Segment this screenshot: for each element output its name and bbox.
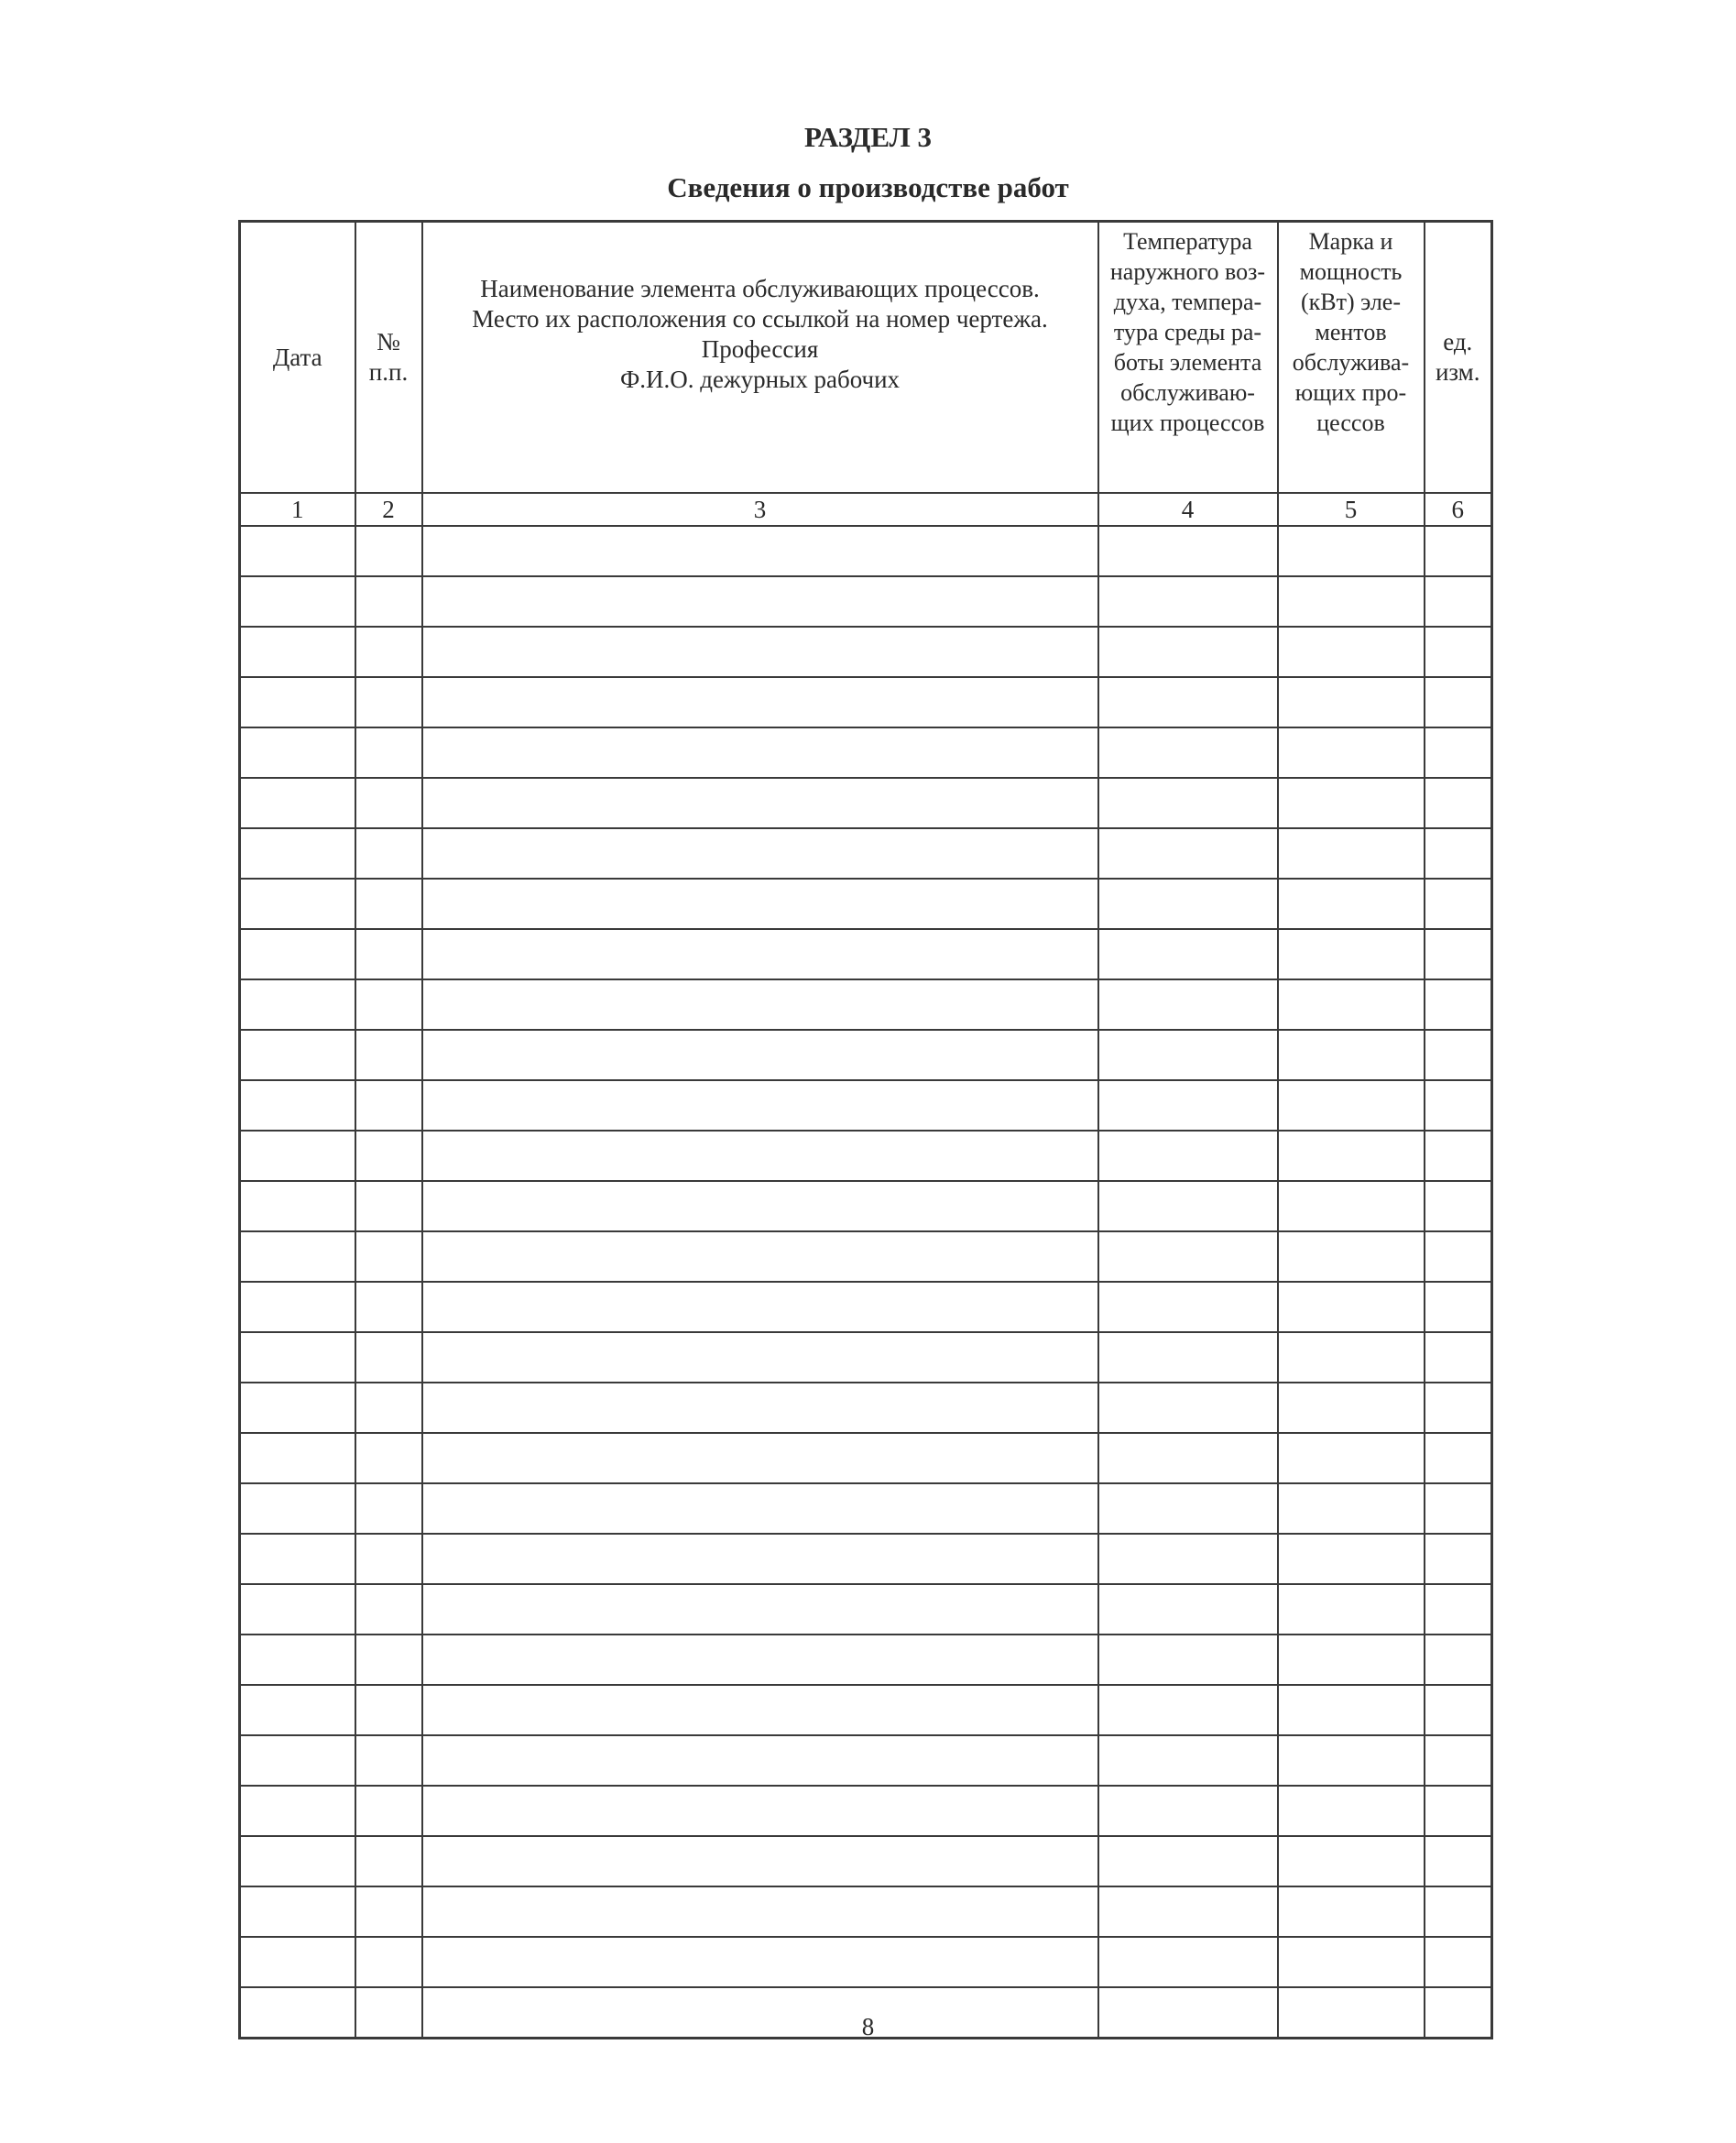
table-cell — [422, 727, 1098, 778]
header-line: цессов — [1316, 410, 1385, 436]
header-line: Наименование элемента обслуживающих процессов. — [480, 275, 1040, 302]
table-cell — [240, 627, 355, 677]
header-line: (кВт) эле- — [1300, 289, 1401, 315]
header-line: мощность — [1299, 258, 1403, 285]
table-cell — [1425, 879, 1492, 929]
header-line: тура среды ра- — [1113, 319, 1262, 345]
header-line: изм. — [1435, 358, 1480, 386]
table-cell — [1098, 727, 1278, 778]
header-element-name — [422, 222, 1098, 494]
table-cell — [1098, 1231, 1278, 1282]
table-cell — [1098, 1030, 1278, 1080]
table-cell — [355, 1332, 422, 1383]
table-cell — [240, 879, 355, 929]
table-cell — [1098, 979, 1278, 1030]
table-cell — [1098, 1534, 1278, 1584]
table-cell — [1425, 1282, 1492, 1332]
table-cell — [355, 1231, 422, 1282]
table-cell — [355, 778, 422, 828]
section-title: РАЗДЕЛ 3 — [803, 121, 932, 153]
table-cell — [422, 1231, 1098, 1282]
table-cell — [1098, 1332, 1278, 1383]
table-row — [240, 677, 1492, 727]
table-cell — [1278, 1635, 1425, 1685]
table-cell — [355, 1786, 422, 1836]
table-row — [240, 1131, 1492, 1181]
table-cell — [422, 1735, 1098, 1786]
table-cell — [1425, 1735, 1492, 1786]
table-header-row — [240, 222, 1492, 494]
table-cell — [240, 526, 355, 576]
table-cell — [1098, 677, 1278, 727]
table-cell — [1098, 627, 1278, 677]
table-cell — [422, 1131, 1098, 1181]
table-cell — [240, 727, 355, 778]
table-cell — [1425, 1635, 1492, 1685]
table-cell — [1278, 778, 1425, 828]
header-item-number — [355, 222, 422, 494]
table-row — [240, 627, 1492, 677]
table-cell — [1278, 929, 1425, 979]
table-cell — [422, 1383, 1098, 1433]
header-line: Температура — [1123, 228, 1252, 255]
table-cell — [1425, 1181, 1492, 1231]
table-cell — [355, 979, 422, 1030]
table-cell — [422, 627, 1098, 677]
table-cell — [1425, 1231, 1492, 1282]
table-cell — [422, 778, 1098, 828]
table-cell — [240, 1383, 355, 1433]
table-cell — [422, 1030, 1098, 1080]
table-cell — [1425, 1886, 1492, 1937]
table-cell — [1425, 727, 1492, 778]
table-cell — [422, 576, 1098, 627]
table-cell — [1098, 1685, 1278, 1735]
header-line: № — [377, 328, 400, 355]
table-cell — [422, 1433, 1098, 1483]
table-cell — [355, 1433, 422, 1483]
table-cell — [1098, 879, 1278, 929]
table-cell — [355, 727, 422, 778]
table-row — [240, 929, 1492, 979]
table-cell — [1278, 576, 1425, 627]
table-cell — [240, 1080, 355, 1131]
table-cell — [355, 1635, 422, 1685]
table-cell — [240, 677, 355, 727]
table-row — [240, 1483, 1492, 1534]
table-cell — [422, 828, 1098, 879]
header-line: ментов — [1315, 319, 1387, 345]
header-line: Профессия — [701, 335, 819, 363]
table-row — [240, 1383, 1492, 1433]
table-cell — [355, 1483, 422, 1534]
header-line: п.п. — [368, 358, 409, 386]
table-cell — [1425, 677, 1492, 727]
table-cell — [1425, 1786, 1492, 1836]
table-cell — [422, 979, 1098, 1030]
table-row — [240, 1332, 1492, 1383]
table-row — [240, 1030, 1492, 1080]
table-cell — [422, 1483, 1098, 1534]
table-cell — [240, 1181, 355, 1231]
table-cell — [422, 1080, 1098, 1131]
table-row — [240, 1735, 1492, 1786]
table-cell — [1278, 1181, 1425, 1231]
table-cell — [355, 828, 422, 879]
table-cell — [240, 576, 355, 627]
table-cell — [1425, 526, 1492, 576]
table-cell — [240, 1131, 355, 1181]
table-cell — [1278, 1332, 1425, 1383]
table-cell — [1278, 1080, 1425, 1131]
table-cell — [1098, 526, 1278, 576]
table-cell — [1278, 1735, 1425, 1786]
table-cell — [1098, 929, 1278, 979]
table-cell — [422, 1786, 1098, 1836]
table-row — [240, 727, 1492, 778]
table-cell — [240, 1635, 355, 1685]
table-cell — [1278, 879, 1425, 929]
table-cell — [422, 1937, 1098, 1987]
table-cell — [1098, 1383, 1278, 1433]
table-row — [240, 576, 1492, 627]
page-number: 8 — [861, 2013, 875, 2040]
table-cell — [422, 879, 1098, 929]
header-date — [240, 222, 355, 494]
table-cell — [1425, 778, 1492, 828]
work-log-table — [238, 220, 1493, 2039]
header-line: наружного воз- — [1109, 258, 1266, 285]
table-cell — [422, 1282, 1098, 1332]
column-number: 3 — [422, 493, 1098, 526]
table-cell — [355, 576, 422, 627]
table-cell — [240, 1433, 355, 1483]
table-cell — [355, 1030, 422, 1080]
table-cell — [240, 828, 355, 879]
header-line: боты элемента — [1113, 349, 1262, 376]
table-row — [240, 1836, 1492, 1886]
table-cell — [1278, 1433, 1425, 1483]
header-line: обслужива- — [1292, 349, 1410, 376]
table-cell — [240, 1332, 355, 1383]
table-cell — [1425, 627, 1492, 677]
column-number-row — [240, 493, 1492, 526]
table-cell — [1278, 1383, 1425, 1433]
header-line: Место их расположения со ссылкой на номер чертежа. — [472, 305, 1048, 333]
table-row — [240, 1786, 1492, 1836]
table-row — [240, 1685, 1492, 1735]
table-cell — [1098, 576, 1278, 627]
table-cell — [1425, 828, 1492, 879]
table-cell — [1425, 1483, 1492, 1534]
table-cell — [1425, 1131, 1492, 1181]
table-cell — [1098, 1786, 1278, 1836]
table-cell — [355, 1080, 422, 1131]
table-cell — [355, 526, 422, 576]
header-temperature — [1098, 222, 1278, 494]
table-cell — [422, 1886, 1098, 1937]
header-line: Ф.И.О. дежурных рабочих — [619, 366, 901, 393]
table-cell — [240, 1231, 355, 1282]
table-cell — [1425, 1030, 1492, 1080]
column-number: 2 — [355, 493, 422, 526]
header-brand-power — [1278, 222, 1425, 494]
table-cell — [1098, 1181, 1278, 1231]
table-cell — [355, 1534, 422, 1584]
table-cell — [422, 929, 1098, 979]
table-row — [240, 778, 1492, 828]
table-row — [240, 879, 1492, 929]
table-cell — [355, 1886, 422, 1937]
table-cell — [422, 1181, 1098, 1231]
table-cell — [1278, 1886, 1425, 1937]
column-number: 1 — [240, 493, 355, 526]
table-row — [240, 1433, 1492, 1483]
table-cell — [240, 1937, 355, 1987]
table-cell — [1278, 1282, 1425, 1332]
table-cell — [1278, 1231, 1425, 1282]
table-cell — [240, 979, 355, 1030]
table-cell — [1425, 929, 1492, 979]
table-cell — [240, 1886, 355, 1937]
table-cell — [1278, 526, 1425, 576]
header-line: ющих про- — [1294, 379, 1407, 406]
table-cell — [355, 1836, 422, 1886]
table-cell — [1278, 1534, 1425, 1584]
table-cell — [1278, 828, 1425, 879]
table-cell — [1278, 1584, 1425, 1635]
table-cell — [1098, 1635, 1278, 1685]
table-row — [240, 1886, 1492, 1937]
table-cell — [422, 1635, 1098, 1685]
table-cell — [240, 1735, 355, 1786]
table-cell — [1278, 1030, 1425, 1080]
table-cell — [240, 778, 355, 828]
header-line: Дата — [272, 343, 322, 371]
table-cell — [422, 1685, 1098, 1735]
table-cell — [355, 1383, 422, 1433]
table-cell — [240, 1836, 355, 1886]
table-cell — [1278, 1685, 1425, 1735]
table-cell — [355, 1282, 422, 1332]
table-cell — [240, 1030, 355, 1080]
table-cell — [422, 1534, 1098, 1584]
table-row — [240, 1181, 1492, 1231]
table-row — [240, 526, 1492, 576]
table-cell — [355, 1735, 422, 1786]
header-line: Марка и — [1308, 228, 1393, 255]
table-cell — [1425, 979, 1492, 1030]
table-cell — [355, 1131, 422, 1181]
table-cell — [1098, 1836, 1278, 1886]
table-cell — [355, 929, 422, 979]
table-cell — [355, 677, 422, 727]
table-cell — [1425, 1383, 1492, 1433]
table-cell — [1425, 1433, 1492, 1483]
table-row — [240, 1635, 1492, 1685]
table-cell — [240, 1483, 355, 1534]
table-cell — [355, 1937, 422, 1987]
table-cell — [1425, 1080, 1492, 1131]
table-cell — [1425, 1836, 1492, 1886]
table-cell — [1278, 727, 1425, 778]
table-cell — [1098, 828, 1278, 879]
table-cell — [1278, 1786, 1425, 1836]
header-line: обслуживаю- — [1120, 379, 1255, 406]
table-row — [240, 1231, 1492, 1282]
table-cell — [1098, 1131, 1278, 1181]
table-cell — [1098, 1735, 1278, 1786]
table-cell — [240, 1786, 355, 1836]
table-cell — [1278, 1131, 1425, 1181]
table-cell — [1098, 1937, 1278, 1987]
header-unit — [1425, 222, 1492, 494]
table-row — [240, 1080, 1492, 1131]
header-line: щих процессов — [1110, 410, 1265, 436]
table-cell — [1098, 1282, 1278, 1332]
table-cell — [422, 677, 1098, 727]
table-cell — [240, 1282, 355, 1332]
table-cell — [240, 929, 355, 979]
table-cell — [1425, 1685, 1492, 1735]
table-cell — [422, 1584, 1098, 1635]
column-number: 4 — [1098, 493, 1278, 526]
table-row — [240, 1584, 1492, 1635]
table-cell — [240, 1534, 355, 1584]
table-cell — [1425, 1584, 1492, 1635]
table-cell — [240, 1584, 355, 1635]
table-cell — [1278, 627, 1425, 677]
table-row — [240, 828, 1492, 879]
table-cell — [1098, 1584, 1278, 1635]
table-cell — [1098, 1886, 1278, 1937]
header-line: духа, темпера- — [1113, 289, 1262, 315]
table-cell — [422, 1332, 1098, 1383]
header-line: ед. — [1443, 328, 1473, 355]
section-subtitle: Сведения о производстве работ — [667, 171, 1069, 203]
column-number: 5 — [1278, 493, 1425, 526]
table-cell — [355, 1685, 422, 1735]
table-cell — [1425, 1937, 1492, 1987]
table-cell — [355, 1584, 422, 1635]
table-cell — [355, 879, 422, 929]
table-row — [240, 979, 1492, 1030]
table-row — [240, 1282, 1492, 1332]
table-body — [240, 526, 1492, 2039]
table-cell — [355, 627, 422, 677]
table-cell — [240, 1685, 355, 1735]
table-cell — [1098, 1483, 1278, 1534]
table-cell — [1098, 778, 1278, 828]
table-row — [240, 1937, 1492, 1987]
table-cell — [1278, 677, 1425, 727]
table-cell — [1278, 1937, 1425, 1987]
table-cell — [1098, 1433, 1278, 1483]
table-row — [240, 1534, 1492, 1584]
table-cell — [422, 526, 1098, 576]
table-cell — [1098, 1080, 1278, 1131]
table-cell — [1425, 1332, 1492, 1383]
table-cell — [1278, 1836, 1425, 1886]
column-number: 6 — [1425, 493, 1492, 526]
table-cell — [1278, 979, 1425, 1030]
table-cell — [1278, 1483, 1425, 1534]
table-cell — [422, 1836, 1098, 1886]
table-cell — [355, 1181, 422, 1231]
table-cell — [1425, 576, 1492, 627]
table-cell — [1425, 1534, 1492, 1584]
